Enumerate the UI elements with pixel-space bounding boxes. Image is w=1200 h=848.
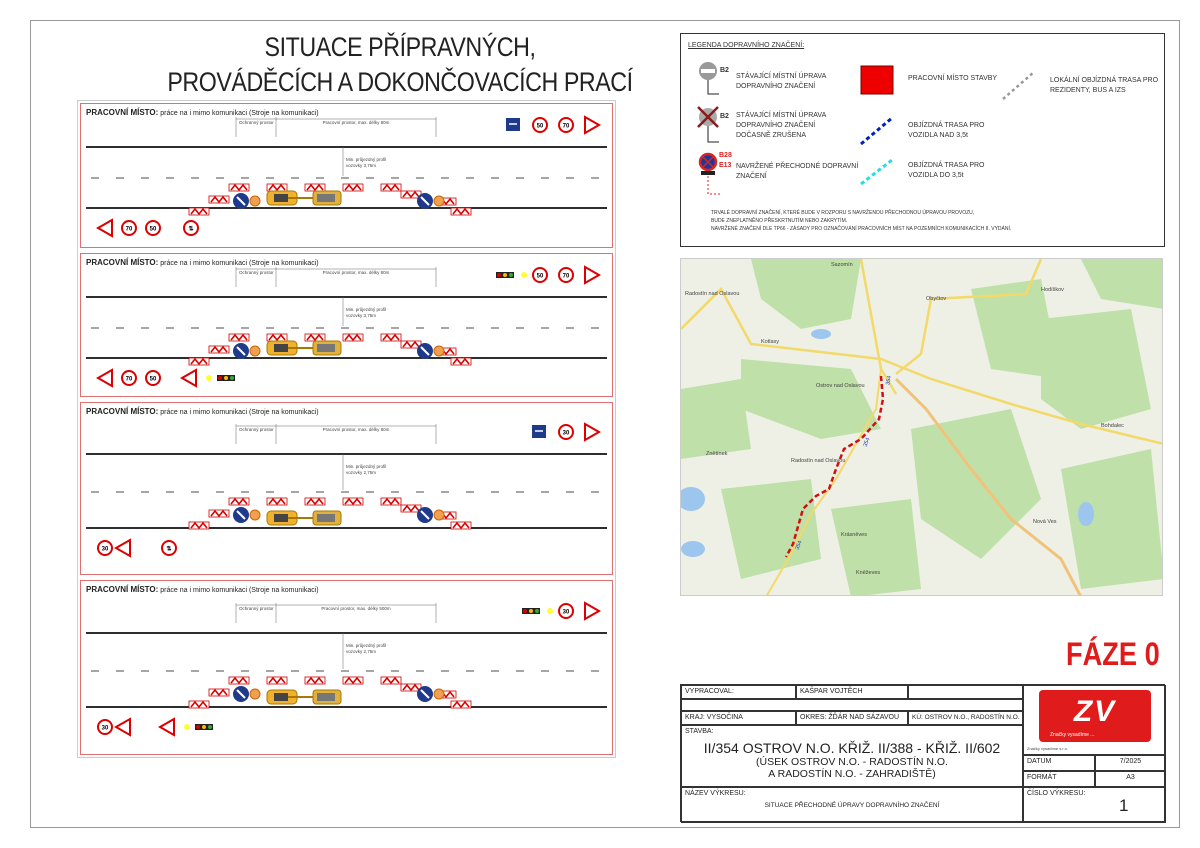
speed-limit-sign-icon — [184, 221, 198, 235]
speed-limit-sign-icon — [559, 268, 573, 282]
map-place-label: Znětínek — [706, 451, 728, 457]
chevron-board — [401, 505, 421, 512]
chevron-board — [189, 522, 209, 529]
chevron-board — [401, 684, 421, 691]
map-road-label: 354 — [885, 375, 893, 386]
warning-light-icon — [434, 510, 444, 520]
chevron-board — [381, 498, 401, 505]
title-block — [680, 684, 1165, 822]
keep-side-sign-icon — [417, 193, 433, 209]
map-place-label: Radostín nad Oslavou — [791, 458, 846, 464]
prepared-label: VYPRACOVAL: — [681, 685, 796, 699]
map-place-label: Hodíškov — [1041, 287, 1064, 293]
chevron-board — [343, 498, 363, 505]
excavator-icon — [267, 511, 341, 525]
legend-note: TRVALÉ DOPRAVNÍ ZNAČENÍ, KTERÉ BUDE V ROZPORU S NAVRŽENOU PŘECHODNOU ÚPRAVOU PROVOZU, — [711, 210, 975, 216]
clearance-profile-label: Min. průjezdný profil vozovky 3,75m — [346, 307, 387, 318]
speed-limit-sign-icon — [146, 371, 160, 385]
signal-lamp-icon — [206, 375, 212, 381]
district: OKRES: ŽĎÁR NAD SÁZAVOU — [796, 711, 908, 725]
svg-text:50: 50 — [149, 226, 157, 233]
chevron-board — [451, 208, 471, 215]
drawing-name-label: NÁZEV VÝKRESU: — [685, 790, 746, 797]
speed-limit-sign-icon — [146, 221, 160, 235]
logo-slogan: Značky vysadíme ... — [1050, 732, 1095, 738]
panel-header — [86, 585, 319, 596]
warning-light-icon — [250, 346, 260, 356]
legend — [680, 33, 1165, 247]
chevron-board — [343, 334, 363, 341]
work-site-panel-1 — [80, 103, 613, 248]
speed-limit-sign-icon — [559, 425, 573, 439]
protective-zone-label: Ochranný prostor — [239, 120, 274, 125]
svg-text:⇅: ⇅ — [188, 226, 194, 233]
legend-label: LOKÁLNÍ OBJÍZDNÁ TRASA PRO — [1050, 77, 1159, 84]
region: KRAJ: VYSOČINA — [681, 711, 796, 725]
legend-label: NAVRŽENÉ PŘECHODNÉ DOPRAVNÍ — [736, 163, 859, 170]
keep-side-sign-icon — [233, 343, 249, 359]
speed-limit-sign-icon — [98, 720, 112, 734]
chevron-board — [209, 196, 229, 203]
protective-zone-label: Ochranný prostor — [239, 270, 274, 275]
svg-text:50: 50 — [536, 123, 544, 130]
chevron-board — [229, 677, 249, 684]
warning-sign-icon — [585, 603, 599, 619]
warning-light-icon — [250, 689, 260, 699]
chevron-board — [189, 701, 209, 708]
map-place-label: Sazomín — [831, 262, 853, 268]
warning-sign-icon — [585, 117, 599, 133]
map-place-label: Kněževes — [856, 570, 881, 576]
construction-section2: A RADOSTÍN N.O. - ZAHRADIŠTĚ) — [768, 768, 936, 780]
empty-cell — [908, 685, 1023, 699]
chevron-board — [401, 341, 421, 348]
legend-label: DOPRAVNÍHO ZNAČENÍ — [736, 83, 816, 90]
chevron-board — [305, 498, 325, 505]
panel-header — [86, 108, 319, 119]
chevron-board — [451, 522, 471, 529]
chevron-board — [381, 184, 401, 191]
traffic-light-icon — [217, 375, 235, 381]
traffic-light-icon — [496, 272, 514, 278]
svg-text:70: 70 — [125, 226, 133, 233]
warning-sign-icon — [585, 424, 599, 440]
panel-header — [86, 407, 319, 418]
b2-crossed-sign-icon — [698, 107, 719, 142]
chevron-board — [267, 498, 287, 505]
construction-label: STAVBA: — [685, 728, 714, 735]
warning-sign-icon — [116, 540, 130, 556]
speed-limit-sign-icon — [122, 221, 136, 235]
clearance-profile-label: Min. průjezdný profil vozovky 2,75m — [346, 643, 387, 654]
construction-name: II/354 OSTROV N.O. KŘIŽ. II/388 - KŘIŽ. II/602 — [703, 740, 1001, 756]
phase-label: FÁZE 0 — [1066, 636, 1160, 672]
panel-header-label: PRACOVNÍ MÍSTO: — [86, 585, 159, 594]
chevron-board — [209, 346, 229, 353]
map-graphics — [681, 259, 1163, 596]
keep-side-sign-icon — [417, 343, 433, 359]
svg-text:70: 70 — [125, 376, 133, 383]
legend-title: LEGENDA DOPRAVNÍHO ZNAČENÍ: — [688, 42, 805, 49]
chevron-board — [209, 510, 229, 517]
warning-light-icon — [434, 689, 444, 699]
keep-side-sign-icon — [233, 686, 249, 702]
legend-label: STÁVAJÍCÍ MÍSTNÍ ÚPRAVA — [736, 112, 827, 119]
chevron-board — [401, 191, 421, 198]
company-info: Značky vysadíme s.r.o. — [1027, 746, 1068, 751]
construction-cell — [681, 725, 1023, 787]
speed-limit-sign-icon — [559, 604, 573, 618]
drawing-number-cell — [1023, 787, 1166, 823]
speed-limit-sign-icon — [533, 118, 547, 132]
speed-limit-sign-icon — [162, 541, 176, 555]
legend-note: BUDE ZNEPLATNĚNO PŘESKRTNUTÍM NEBO ZAKRYTÍM. — [711, 218, 848, 224]
legend-label: ZNAČENÍ — [736, 173, 767, 180]
prepared-value: KAŠPAR VOJTĚCH — [796, 685, 908, 699]
svg-text:30: 30 — [562, 609, 570, 616]
map-place-label: Bohdalec — [1101, 423, 1124, 429]
speed-limit-sign-icon — [559, 118, 573, 132]
signal-lamp-icon — [184, 724, 190, 730]
work-zone-label: Pracovní prostor, max. délky 80m — [322, 270, 390, 275]
svg-text:70: 70 — [562, 273, 570, 280]
warning-sign-icon — [98, 370, 112, 386]
clearance-profile-label: Min. průjezdný profil vozovky 3,75m — [346, 157, 387, 168]
svg-text:50: 50 — [149, 376, 157, 383]
company-logo-cell — [1023, 685, 1166, 755]
chevron-board — [189, 208, 209, 215]
legend-code: E13 — [719, 162, 732, 169]
traffic-light-icon — [195, 724, 213, 730]
legend-label: PRACOVNÍ MÍSTO STAVBY — [908, 75, 998, 82]
warning-sign-icon — [160, 719, 174, 735]
warning-sign-icon — [585, 267, 599, 283]
work-site-symbol — [861, 66, 893, 94]
clearance-profile-label: Min. průjezdný profil vozovky 2,75m — [346, 464, 387, 475]
chevron-board — [343, 184, 363, 191]
keep-side-sign-icon — [417, 686, 433, 702]
warning-light-icon — [250, 510, 260, 520]
map-place-label: Radostín nad Oslavou — [685, 291, 740, 297]
warning-sign-icon — [182, 370, 196, 386]
map-place-label: Nová Ves — [1033, 519, 1057, 525]
legend-label: VOZIDLA NAD 3,5t — [908, 132, 968, 139]
company-logo — [1039, 690, 1151, 742]
keep-side-sign-icon — [233, 507, 249, 523]
chevron-board — [451, 358, 471, 365]
chevron-board — [229, 184, 249, 191]
chevron-board — [381, 334, 401, 341]
legend-label: DOČASNĚ ZRUŠENA — [736, 132, 807, 139]
chevron-board — [381, 677, 401, 684]
legend-label: OBJÍZDNÁ TRASA PRO — [908, 122, 985, 129]
panel-header-text: práce na i mimo komunikaci (Stroje na komunikaci) — [158, 587, 319, 594]
legend-code: B2 — [720, 113, 729, 120]
date-label: DATUM — [1023, 755, 1095, 771]
format-label: FORMÁT — [1023, 771, 1095, 787]
page-title-line1: SITUACE PŘÍPRAVNÝCH, — [264, 32, 536, 62]
detour-arrow-sign-icon — [532, 425, 546, 438]
warning-light-icon — [250, 196, 260, 206]
warning-light-icon — [434, 196, 444, 206]
b28-sign-icon — [700, 154, 721, 194]
work-zone-label: Pracovní prostor, max. délky 80m — [322, 427, 390, 432]
construction-section1: (ÚSEK OSTROV N.O. - RADOSTÍN N.O. — [756, 756, 948, 768]
b2-sign-icon — [699, 62, 719, 94]
protective-zone-label: Ochranný prostor — [239, 606, 274, 611]
signal-lamp-icon — [521, 272, 527, 278]
warning-light-icon — [434, 346, 444, 356]
panel-header-label: PRACOVNÍ MÍSTO: — [86, 258, 159, 267]
empty-row — [681, 699, 1023, 711]
panel-header-text: práce na i mimo komunikaci (Stroje na komunikaci) — [158, 260, 319, 267]
chevron-board — [189, 358, 209, 365]
warning-sign-icon — [116, 719, 130, 735]
excavator-icon — [267, 191, 341, 205]
panel-header-text: práce na i mimo komunikaci (Stroje na komunikaci) — [158, 110, 319, 117]
chevron-board — [267, 334, 287, 341]
chevron-board — [451, 701, 471, 708]
svg-text:30: 30 — [562, 430, 570, 437]
map-place-label: Ostrov nad Oslavou — [816, 383, 865, 389]
format-value: A3 — [1095, 771, 1166, 787]
map-road-label: 354 — [862, 436, 872, 448]
svg-text:30: 30 — [101, 546, 109, 553]
panel-header-text: práce na i mimo komunikaci (Stroje na komunikaci) — [158, 409, 319, 416]
page-title-line2: PROVÁDĚCÍCH A DOKONČOVACÍCH PRACÍ — [167, 67, 633, 97]
speed-limit-sign-icon — [98, 541, 112, 555]
panel-header — [86, 258, 319, 269]
legend-label: DOPRAVNÍHO ZNAČENÍ — [736, 122, 816, 129]
detour-arrow-sign-icon — [506, 118, 520, 131]
excavator-icon — [267, 341, 341, 355]
cadastre: KÚ: OSTROV N.O., RADOSTÍN N.O. — [908, 711, 1023, 725]
chevron-board — [209, 689, 229, 696]
chevron-board — [343, 677, 363, 684]
traffic-light-icon — [522, 608, 540, 614]
svg-text:70: 70 — [562, 123, 570, 130]
legend-label: STÁVAJÍCÍ MÍSTNÍ ÚPRAVA — [736, 73, 827, 80]
logo-text: ZV — [1073, 695, 1117, 728]
work-site-panel-4 — [80, 580, 613, 755]
map-place-label: Obyčtov — [926, 296, 947, 302]
legend-note: NAVRŽENÉ ZNAČENÍ DLE TP66 - ZÁSADY PRO OZNAČOVÁNÍ PRACOVNÍCH MÍST NA POZEMNÍCH KOMUNIKACÍCH II. VYDÁNÍ. — [711, 226, 1012, 232]
keep-side-sign-icon — [233, 193, 249, 209]
protective-zone-label: Ochranný prostor — [239, 427, 274, 432]
excavator-icon — [267, 690, 341, 704]
work-site-panel-3 — [80, 402, 613, 575]
panel-header-label: PRACOVNÍ MÍSTO: — [86, 407, 159, 416]
legend-code: B2 — [720, 67, 729, 74]
signal-lamp-icon — [547, 608, 553, 614]
legend-code: B28 — [719, 152, 732, 159]
chevron-board — [305, 677, 325, 684]
local-detour-symbol — [1003, 72, 1034, 99]
drawing-number: 1 — [1119, 796, 1129, 815]
svg-text:30: 30 — [101, 725, 109, 732]
work-zone-label: Pracovní prostor, max. délky 500m — [321, 606, 391, 611]
work-site-panel-2 — [80, 253, 613, 397]
warning-sign-icon — [98, 220, 112, 236]
map-place-label: Kotlasy — [761, 339, 780, 345]
legend-label: OBJÍZDNÁ TRASA PRO — [908, 162, 985, 169]
light-detour-symbol — [861, 160, 892, 184]
speed-limit-sign-icon — [122, 371, 136, 385]
svg-text:⇅: ⇅ — [166, 546, 172, 553]
speed-limit-sign-icon — [533, 268, 547, 282]
drawing-name: SITUACE PŘECHODNÉ ÚPRAVY DOPRAVNÍHO ZNAČENÍ — [764, 802, 940, 809]
legend-label: VOZIDLA DO 3,5t — [908, 172, 964, 179]
location-map[interactable] — [680, 258, 1163, 596]
chevron-board — [305, 334, 325, 341]
chevron-board — [229, 334, 249, 341]
panel-header-label: PRACOVNÍ MÍSTO: — [86, 108, 159, 117]
map-road-label: 354 — [794, 539, 804, 551]
legend-label: REZIDENTY, BUS A IZS — [1050, 87, 1126, 94]
work-zone-label: Pracovní prostor, max. délky 80m — [322, 120, 390, 125]
chevron-board — [267, 677, 287, 684]
drawing-number-label: ČÍSLO VÝKRESU: — [1027, 790, 1086, 797]
svg-text:50: 50 — [536, 273, 544, 280]
map-place-label: Krásněves — [841, 532, 867, 538]
drawing-name-cell — [681, 787, 1023, 823]
chevron-board — [229, 498, 249, 505]
keep-side-sign-icon — [417, 507, 433, 523]
chevron-board — [305, 184, 325, 191]
date-value: 7/2025 — [1095, 755, 1166, 771]
chevron-board — [267, 184, 287, 191]
heavy-detour-symbol — [861, 118, 892, 144]
